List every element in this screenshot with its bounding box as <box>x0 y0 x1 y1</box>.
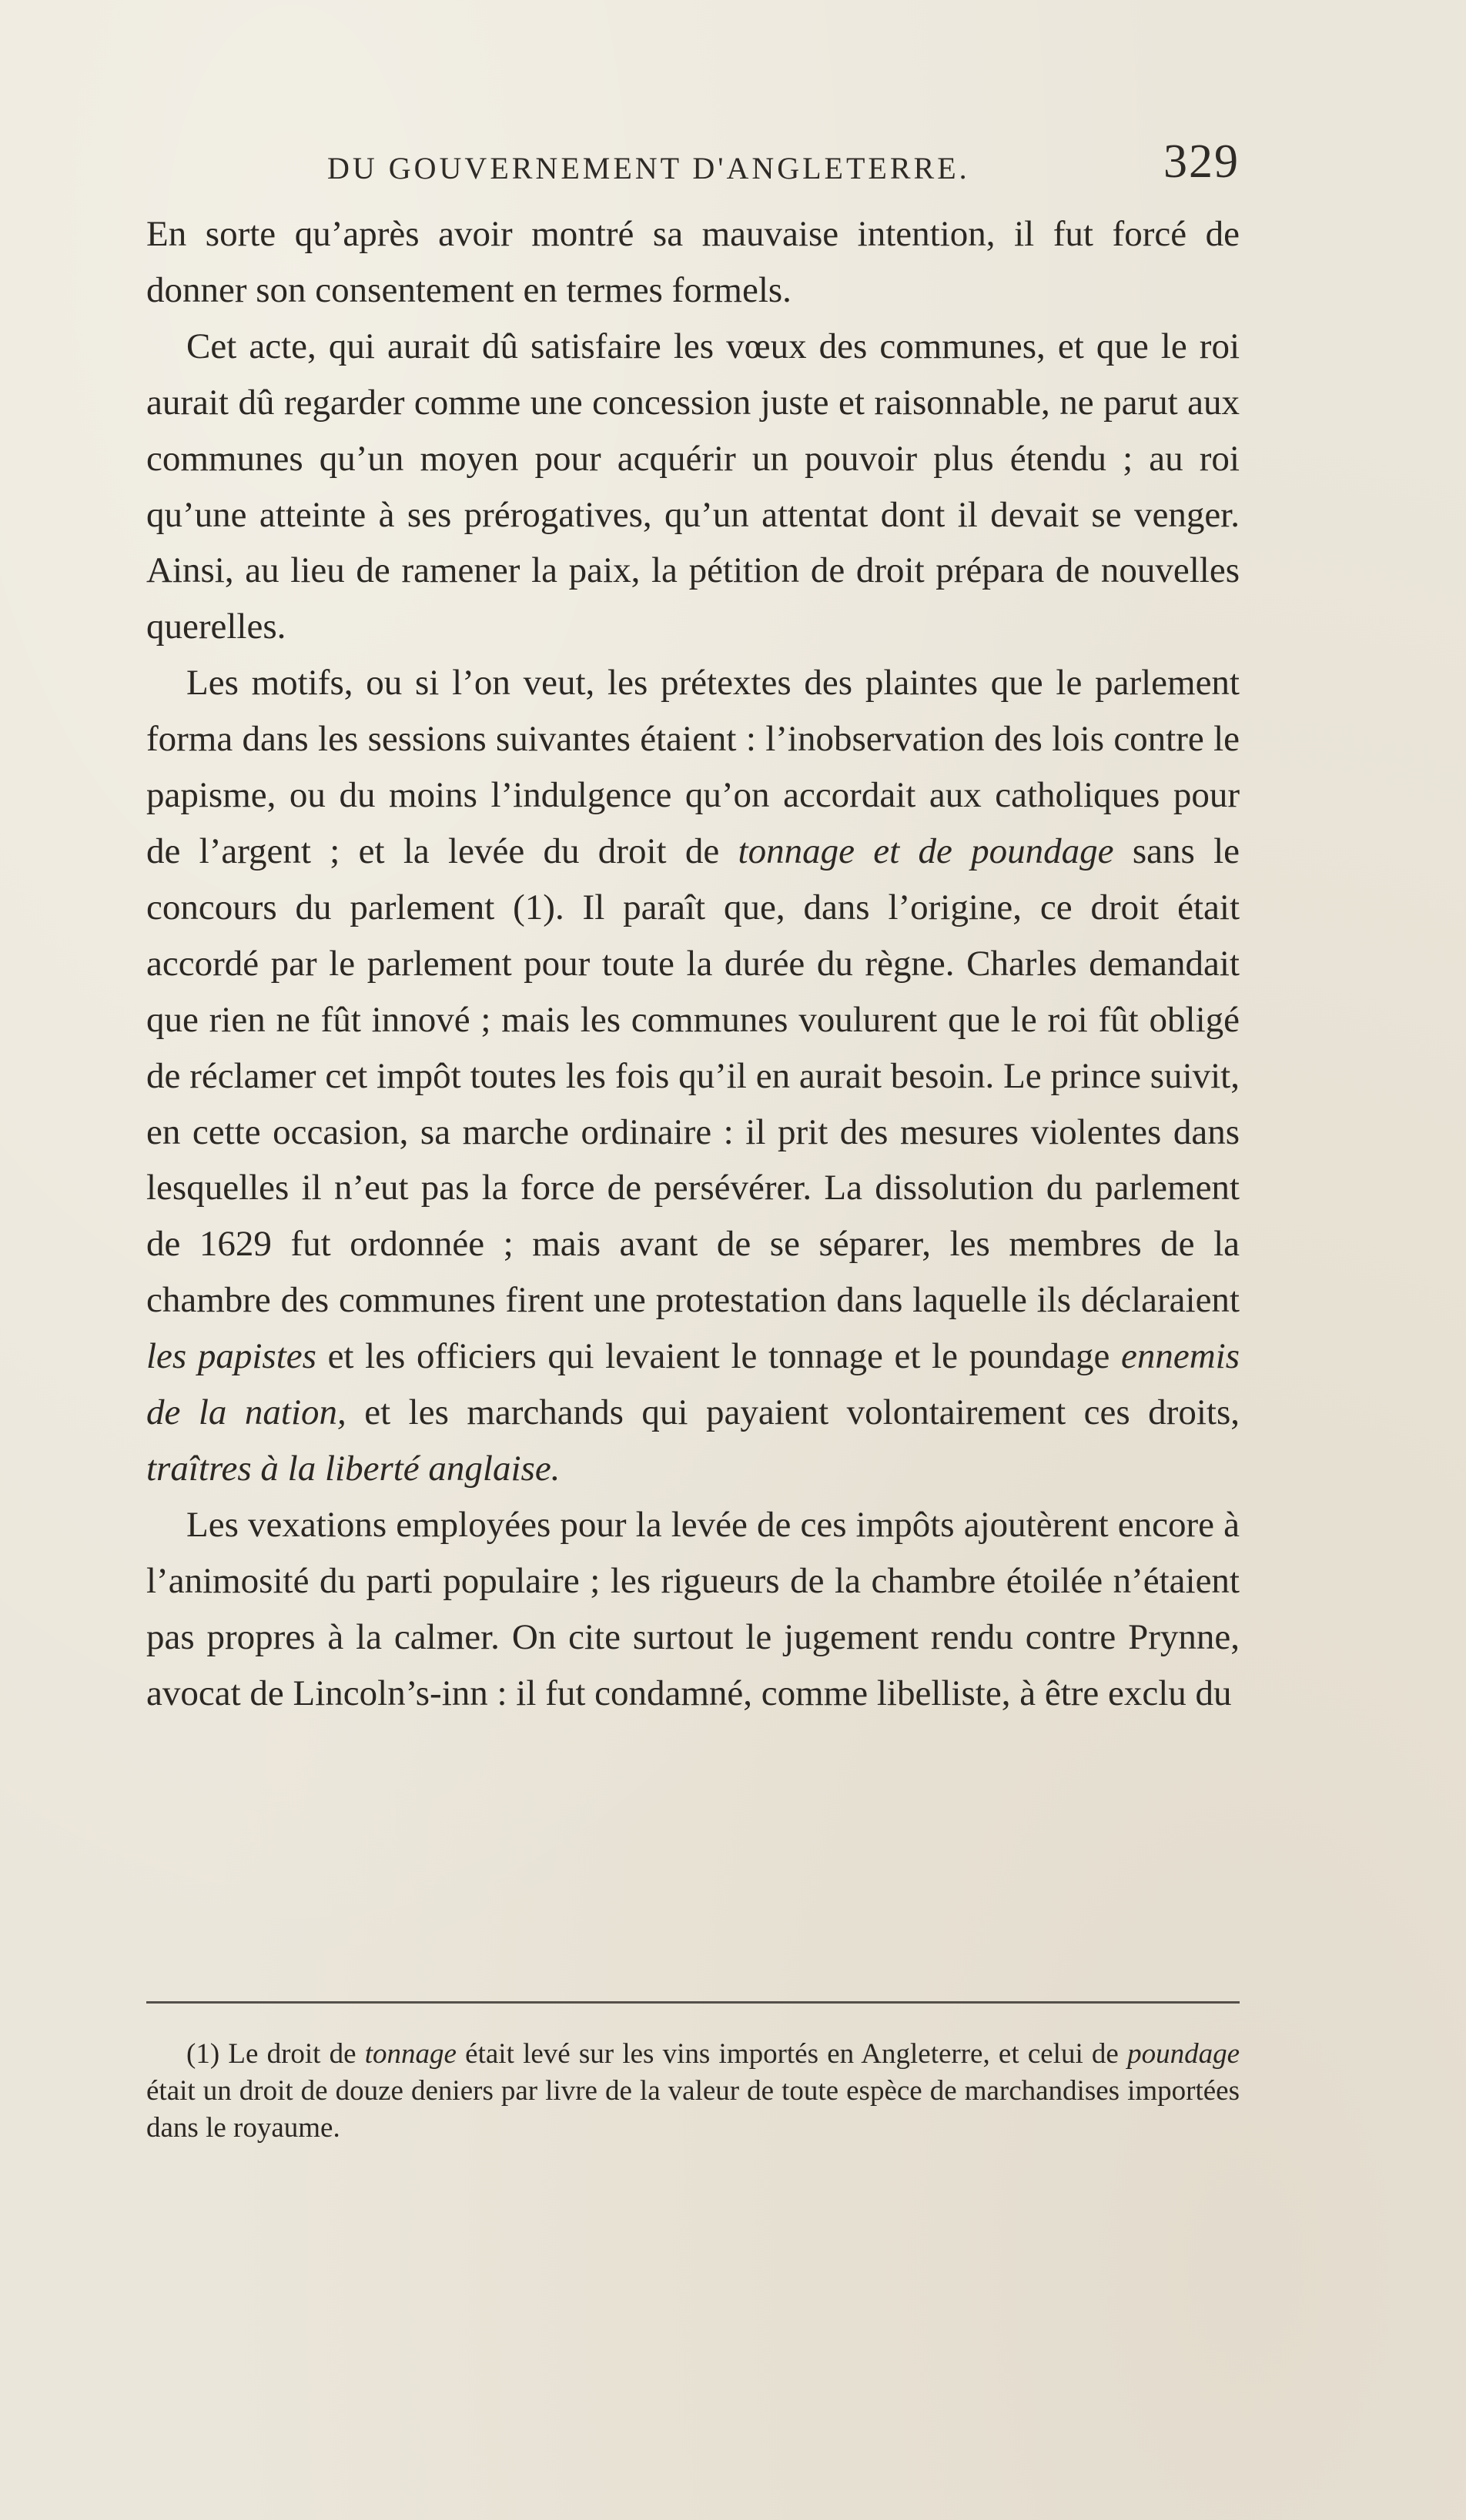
paragraph-3-italic-papistes: les papistes <box>146 1336 316 1377</box>
paragraph-3-text-b: sans le concours du parlement (1). Il paraît que, dans l’origine, ce droit était accordé par le parlement pour toute la durée du règne. Charles demandait que rien ne fût innové ; mais les communes voulurent que le roi fût obligé de réclamer cet impôt toutes les fois qu’il en aurait besoin. Le prince suivit, en cette occasion, sa marche ordinaire : il prit des mesures violentes dans lesquelles il n’eut pas la force de persévérer. La dissolution du parlement de 1629 fut ordonnée ; mais avant de se séparer, les membres de la chambre des communes firent une protestation dans laquelle ils déclaraient <box>146 831 1240 1321</box>
paragraph-2-text: Cet acte, qui aurait dû satisfaire les vœux des communes, et que le roi aurait dû regarder comme une concession juste et raisonnable, ne parut aux communes qu’un moyen pour acquérir un pouvoir plus étendu ; au roi qu’une atteinte à ses prérogatives, qu’un attentat dont il devait se venger. Ainsi, au lieu de ramener la paix, la pétition de droit prépara de nouvelles querelles. <box>146 326 1240 647</box>
paragraph-1 <box>146 206 1240 319</box>
paragraph-2 <box>146 319 1240 655</box>
paragraph-1-text: En sorte qu’après avoir montré sa mauvaise intention, il fut forcé de donner son consentement en termes formels. <box>146 214 1240 310</box>
paragraph-4 <box>146 1497 1240 1722</box>
running-head-title: DU GOUVERNEMENT D'ANGLETERRE. <box>327 151 970 185</box>
paragraph-3-text-a: Les motifs, ou si l’on veut, les prétextes des plaintes que le parlement forma dans les sessions suivantes étaient : l’inobservation des lois contre le papisme, ou du moins l’indulgence qu’on accordait aux catholiques pour de l’argent ; et la levée du droit de <box>146 663 1240 871</box>
paragraph-3-italic-ennemis: ennemis de la nation, <box>146 1336 1240 1433</box>
footnote-text-b: était levé sur les vins importés en Angleterre, et celui de <box>456 2038 1128 2070</box>
footnote-rule <box>146 2001 1240 2004</box>
paragraph-3-text-d: et les marchands qui payaient volontairement ces droits, <box>346 1392 1240 1433</box>
paragraph-3-italic-traitres: traîtres à la liberté anglaise. <box>146 1448 561 1489</box>
paragraph-3-italic-tonnage-poundage: tonnage et de poundage <box>738 831 1114 871</box>
running-head <box>177 135 1240 212</box>
paragraph-3-text-c: et les officiers qui levaient le tonnage et le poundage <box>316 1336 1121 1377</box>
footnote-paragraph <box>146 2036 1240 2147</box>
footnote-italic-tonnage: tonnage <box>364 2038 457 2070</box>
body-text <box>146 206 1240 1721</box>
footnote <box>146 2036 1240 2147</box>
paragraph-4-text: Les vexations employées pour la levée de ces impôts ajoutèrent encore à l’animosité du parti populaire ; les rigueurs de la chambre étoilée n’étaient pas propres à la calmer. On cite surtout le jugement rendu contre Prynne, avocat de Lincoln’s-inn : il fut condamné, comme libelliste, à être exclu du <box>146 1504 1240 1713</box>
footnote-text-c: était un droit de douze deniers par livre de la valeur de toute espèce de marchandises importées dans le royaume. <box>146 2075 1240 2144</box>
paragraph-3 <box>146 655 1240 1497</box>
footnote-text-a: (1) Le droit de <box>186 2038 365 2070</box>
page-number: 329 <box>1163 135 1240 188</box>
footnote-italic-poundage: poundage <box>1127 2038 1240 2070</box>
